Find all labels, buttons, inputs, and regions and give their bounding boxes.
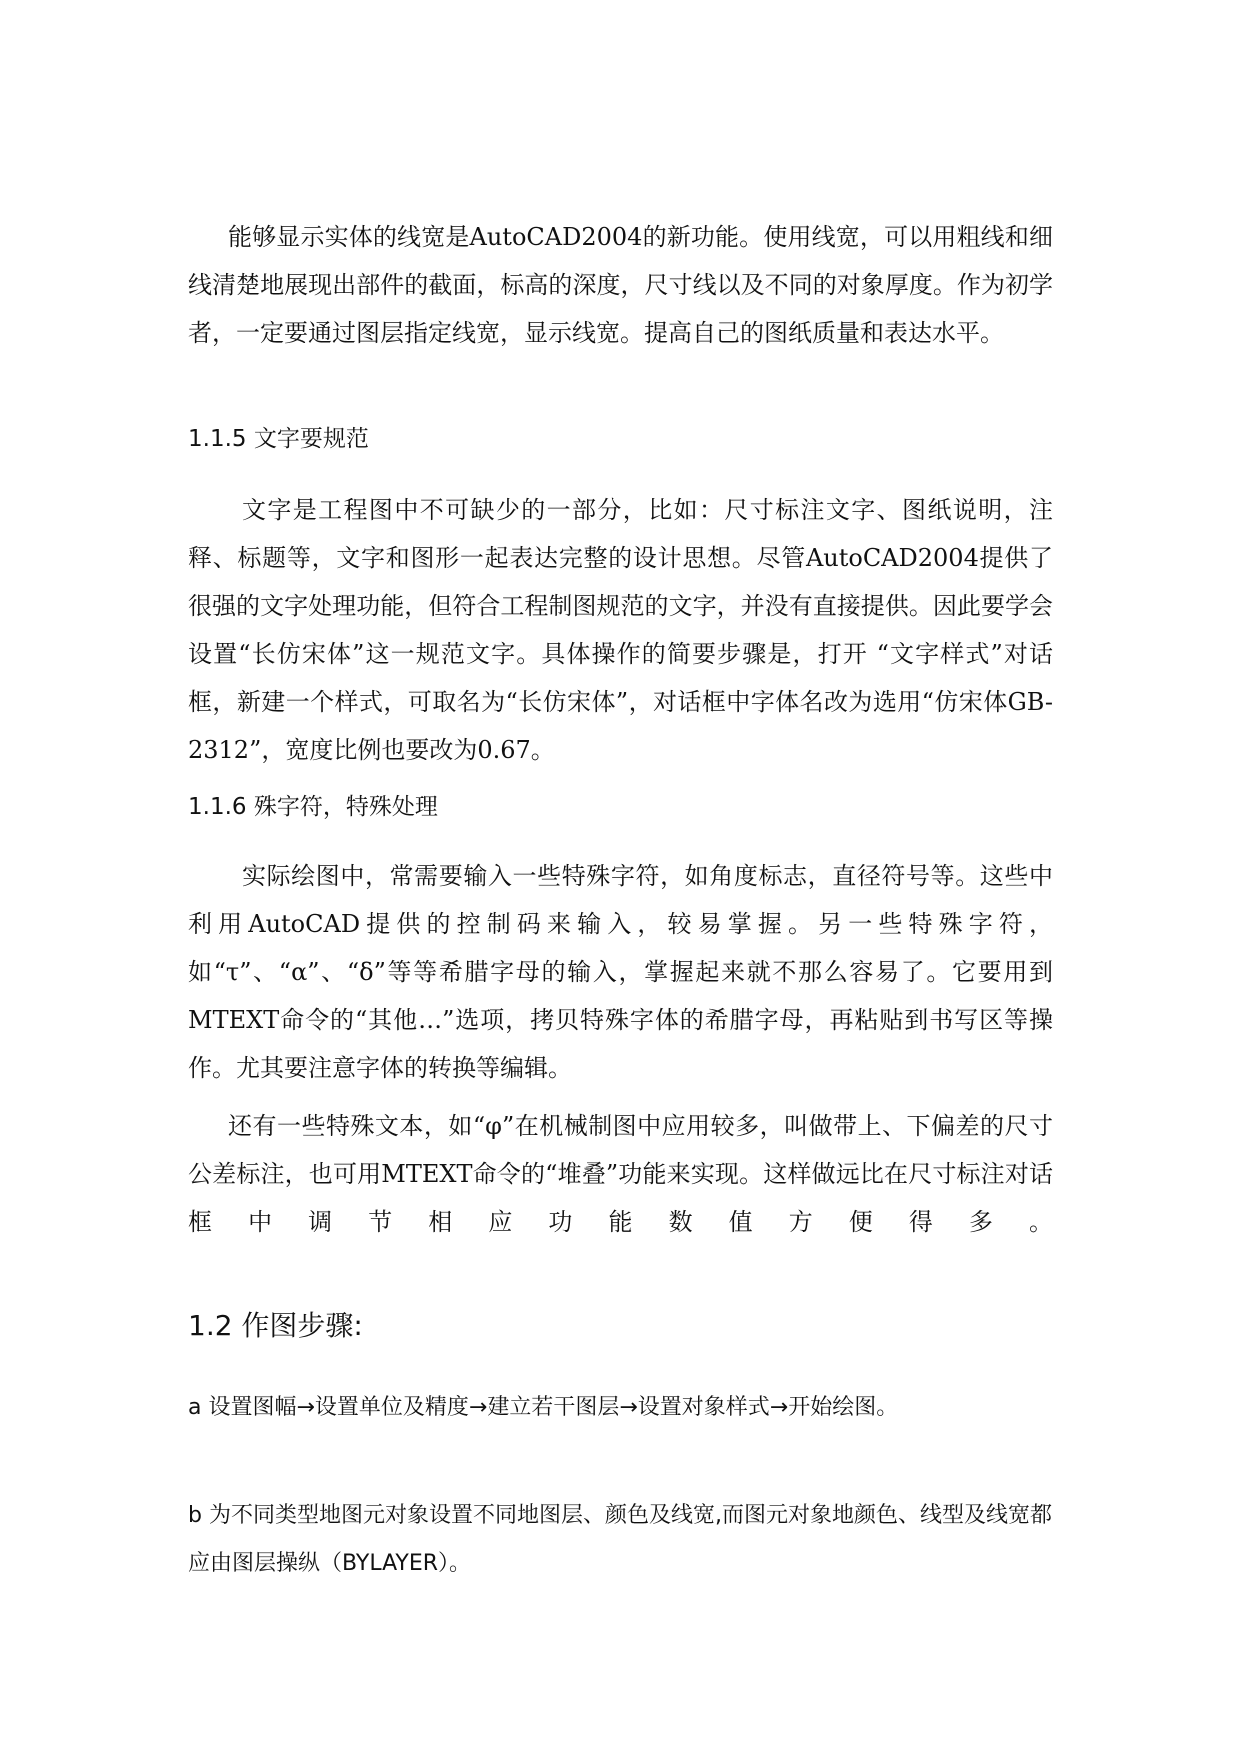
step-b-item: b 为不同类型地图元对象设置不同地图层、颜色及线宽,而图元对象地颜色、线型及线宽都应由图层操纵（BYLAYER）。 [188,1503,1052,1576]
section-1-1-5-paragraph: 文字是工程图中不可缺少的一部分，比如：尺寸标注文字、图纸说明，注释、标题等，文字和图形一起表达完整的设计思想。尽管AutoCAD2004提供了很强的文字处理功能，但符合工程制图规范的文字，并没有直接提供。因此要学会设置“长仿宋体”这一规范文字。具体操作的简要步骤是，打开 “文字样式”对话框，新建一个样式，可取名为“长仿宋体”，对话框中字体名改为选用“仿宋体GB-2312”，宽度比例也要改为0.67。 [188,496,1053,764]
section-1-1-6-paragraph-1: 实际绘图中，常需要输入一些特殊字符，如角度标志，直径符号等。这些中利用AutoCAD提供的控制码来输入，较易掌握。另一些特殊字符，如“τ”、“α”、“δ”等等希腊字母的输入，掌握起来就不那么容易了。它要用到MTEXT命令的“其他…”选项，拷贝特殊字体的希腊字母，再粘贴到书写区等操作。尤其要注意字体的转换等编辑。 [188,862,1053,1082]
section-heading-1-2: 1.2 作图步骤: [188,1309,363,1342]
intro-paragraph: 能够显示实体的线宽是AutoCAD2004的新功能。使用线宽，可以用粗线和细线清楚地展现出部件的截面，标高的深度，尺寸线以及不同的对象厚度。作为初学者，一定要通过图层指定线宽，显示线宽。提高自己的图纸质量和表达水平。 [188,223,1053,347]
step-a-item: a 设置图幅→设置单位及精度→建立若干图层→设置对象样式→开始绘图。 [188,1395,899,1420]
section-1-1-6-paragraph-2: 还有一些特殊文本，如“φ”在机械制图中应用较多，叫做带上、下偏差的尺寸公差标注，也可用MTEXT命令的“堆叠”功能来实现。这样做远比在尺寸标注对话框中调节相应功能数值方便得多。 [188,1112,1053,1236]
section-heading-1-1-5: 1.1.5 文字要规范 [188,426,369,452]
section-heading-1-1-6: 1.1.6 殊字符，特殊处理 [188,794,438,820]
